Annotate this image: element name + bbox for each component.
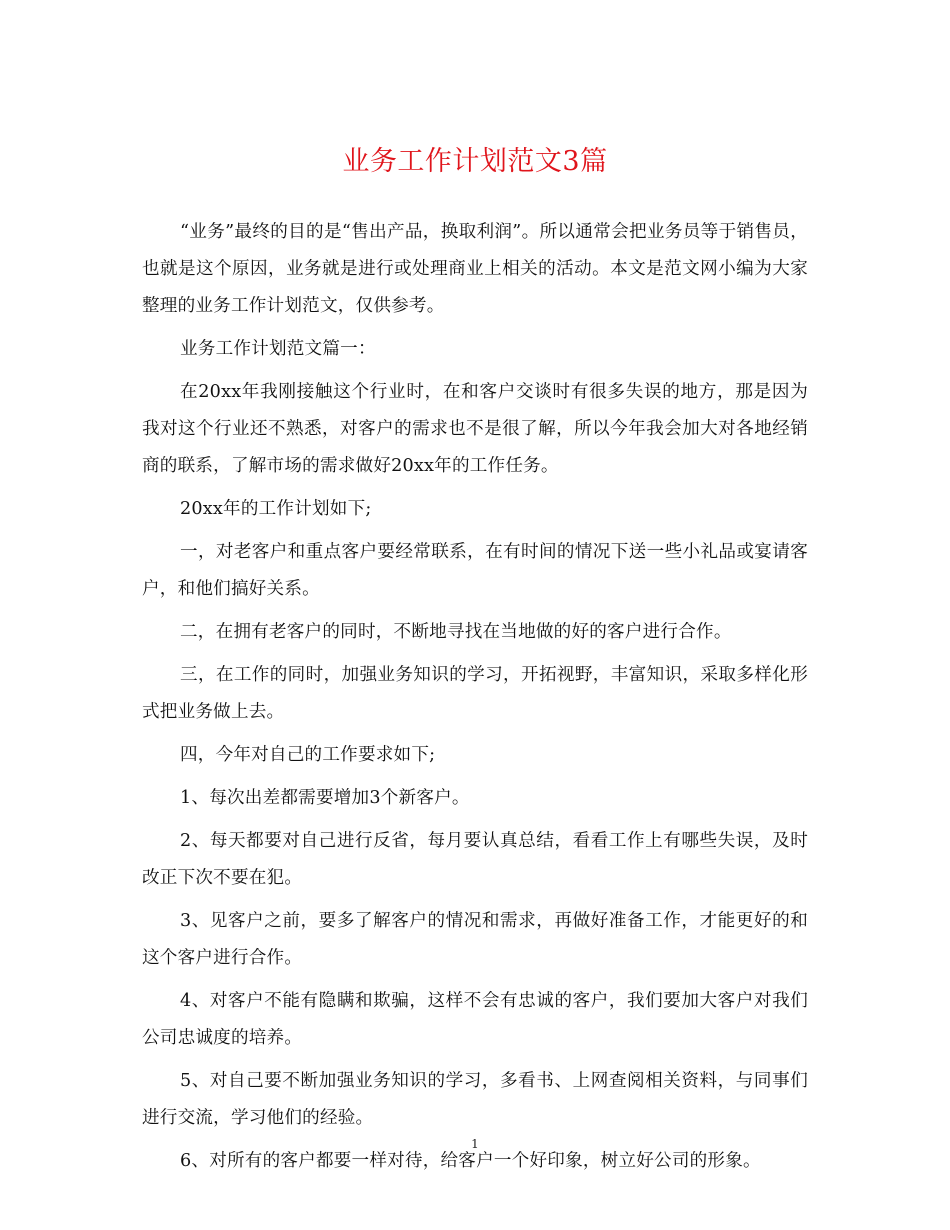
document-body (142, 214, 808, 1186)
paragraph-item-four: 四，今年对自己的工作要求如下; (180, 745, 436, 765)
paragraph-item-one: 一，对老客户和重点客户要经常联系，在有时间的情况下送一些小礼品或宴请客户，和他们搞好关系。 (142, 542, 808, 599)
list-item-1: 1、每次出差都需要增加3个新客户。 (180, 788, 470, 808)
list-item-6: 6、对所有的客户都要一样对待，给客户一个好印象，树立好公司的形象。 (180, 1151, 761, 1171)
section-heading-plan-one: 业务工作计划范文篇一： (180, 339, 376, 359)
list-item-5: 5、对自己要不断加强业务知识的学习，多看书、上网查阅相关资料，与同事们进行交流，学习他们的经验。 (142, 1071, 808, 1128)
document-title: 业务工作计划范文3篇 (342, 146, 608, 177)
list-item-3: 3、见客户之前，要多了解客户的情况和需求，再做好准备工作，才能更好的和这个客户进行合作。 (142, 911, 808, 968)
page-number: 1 (471, 1137, 479, 1151)
paragraph-plan-heading: 20xx年的工作计划如下; (180, 499, 372, 519)
list-item-2: 2、每天都要对自己进行反省，每月要认真总结，看看工作上有哪些失误，及时改正下次不要在犯。 (142, 831, 808, 888)
list-item-4: 4、对客户不能有隐瞒和欺骗，这样不会有忠诚的客户，我们要加大客户对我们公司忠诚度的培养。 (142, 991, 808, 1048)
paragraph-item-three: 三，在工作的同时，加强业务知识的学习，开拓视野，丰富知识，采取多样化形式把业务做上去。 (142, 665, 808, 722)
paragraph-background: 在20xx年我刚接触这个行业时，在和客户交谈时有很多失误的地方，那是因为我对这个行业还不熟悉，对客户的需求也不是很了解，所以今年我会加大对各地经销商的联系，了解市场的需求做好20xx年的工作任务。 (142, 382, 808, 476)
paragraph-intro: “业务”最终的目的是“售出产品，换取利润”。所以通常会把业务员等于销售员，也就是这个原因，业务就是进行或处理商业上相关的活动。本文是范文网小编为大家整理的业务工作计划范文，仅供参考。 (142, 222, 808, 316)
paragraph-item-two: 二，在拥有老客户的同时，不断地寻找在当地做的好的客户进行合作。 (180, 622, 732, 642)
